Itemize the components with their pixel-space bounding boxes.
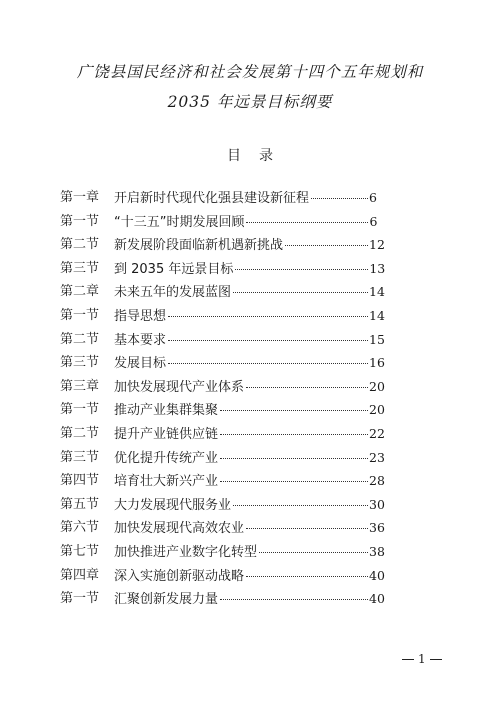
toc-dot-leader — [311, 197, 368, 199]
toc-dot-leader — [259, 551, 368, 553]
toc-entry[interactable] — [0, 210, 500, 234]
toc-entry-title: 新发展阶段面临新机遇新挑战 — [114, 238, 284, 254]
toc-entry-title: 大力发展现代服务业 — [114, 497, 232, 513]
toc-entry-title: 发展目标 — [114, 356, 167, 372]
toc-entry-line — [114, 375, 385, 400]
toc-heading: 目录 — [227, 148, 291, 164]
toc-entry[interactable] — [0, 422, 500, 446]
toc-entry-label: 第四节 — [60, 473, 100, 489]
toc-entry[interactable] — [0, 587, 500, 611]
toc-entry-page-number: 22 — [369, 425, 385, 441]
toc-entry-title: 基本要求 — [114, 332, 167, 348]
toc-entry[interactable] — [0, 446, 500, 470]
toc-entry-label: 第七节 — [60, 543, 100, 559]
table-of-contents — [0, 186, 500, 611]
toc-entry-line — [114, 304, 385, 329]
toc-entry-label: 第五节 — [60, 496, 100, 512]
toc-entry-line — [114, 587, 385, 612]
toc-entry-line — [114, 469, 385, 494]
toc-entry-line — [114, 422, 385, 447]
toc-entry-label: 第三章 — [60, 378, 100, 394]
toc-dot-leader — [285, 244, 368, 246]
toc-dot-leader — [246, 575, 368, 577]
document-title-line-2: 2035 年远景目标纲要 — [167, 93, 333, 111]
toc-entry[interactable] — [0, 493, 500, 517]
toc-entry-title: 指导思想 — [114, 308, 167, 324]
toc-entry-line — [114, 540, 385, 565]
toc-entry-label: 第一节 — [60, 402, 100, 418]
toc-entry-title: 加快发展现代产业体系 — [114, 379, 245, 395]
toc-entry-line — [114, 280, 385, 305]
toc-entry-title: 到 2035 年远景目标 — [114, 261, 234, 277]
toc-entry-title: 优化提升传统产业 — [114, 450, 219, 466]
toc-entry-label: 第三节 — [60, 260, 100, 276]
toc-dot-leader — [246, 221, 368, 223]
toc-dot-leader — [220, 409, 368, 411]
toc-entry[interactable] — [0, 469, 500, 493]
page-number: 1 — [418, 652, 426, 666]
toc-entry-line — [114, 446, 385, 471]
toc-dot-leader — [220, 433, 368, 435]
toc-entry[interactable] — [0, 257, 500, 281]
toc-entry-title: 提升产业链供应链 — [114, 426, 219, 442]
toc-dot-leader — [233, 291, 368, 293]
toc-entry[interactable] — [0, 375, 500, 399]
toc-dot-leader — [233, 504, 368, 506]
toc-entry-label: 第六节 — [60, 520, 100, 536]
toc-dot-leader — [168, 315, 368, 317]
toc-entry-page-number: 14 — [369, 307, 385, 323]
page-footer — [398, 652, 446, 666]
toc-dot-leader — [220, 480, 368, 482]
toc-entry-label: 第二节 — [60, 425, 100, 441]
footer-dash-right — [430, 659, 442, 660]
toc-entry-line — [114, 493, 385, 518]
toc-dot-leader — [220, 598, 368, 600]
toc-entry-page-number: 28 — [369, 473, 385, 489]
toc-entry-line — [114, 233, 385, 258]
toc-entry-line — [114, 186, 377, 211]
toc-entry-page-number: 12 — [369, 237, 385, 253]
toc-entry-title: 推动产业集群集聚 — [114, 403, 219, 419]
toc-entry-title: 加快推进产业数字化转型 — [114, 544, 258, 560]
toc-dot-leader — [246, 386, 368, 388]
toc-entry-page-number: 6 — [369, 190, 377, 205]
toc-entry-page-number: 36 — [369, 520, 385, 536]
toc-entry-title: 汇聚创新发展力量 — [114, 592, 219, 608]
toc-entry-title: “十三五”时期发展回顾 — [114, 214, 245, 230]
toc-entry-page-number: 23 — [369, 449, 385, 465]
toc-entry-title: 深入实施创新驱动战略 — [114, 568, 245, 584]
toc-entry[interactable] — [0, 233, 500, 257]
toc-entry-label: 第一节 — [60, 591, 100, 607]
toc-entry-page-number: 38 — [369, 543, 385, 559]
toc-entry-page-number: 14 — [369, 284, 385, 300]
toc-entry-title: 培育壮大新兴产业 — [114, 474, 219, 490]
footer-dash-left — [402, 659, 414, 660]
toc-entry-label: 第一节 — [60, 307, 100, 323]
toc-dot-leader — [220, 457, 368, 459]
toc-entry-page-number: 40 — [369, 567, 385, 583]
toc-entry-line — [114, 398, 385, 423]
document-title-line-1: 广饶县国民经济和社会发展第十四个五年规划和 — [76, 63, 424, 81]
toc-entry[interactable] — [0, 304, 500, 328]
toc-entry[interactable] — [0, 398, 500, 422]
toc-entry-label: 第二章 — [60, 284, 100, 300]
toc-entry-label: 第三节 — [60, 355, 100, 371]
toc-entry[interactable] — [0, 516, 500, 540]
toc-entry-line — [114, 210, 377, 235]
toc-entry-line — [114, 328, 385, 353]
toc-entry-page-number: 20 — [369, 378, 385, 394]
toc-entry-line — [114, 351, 385, 376]
toc-entry-page-number: 15 — [369, 331, 385, 347]
toc-dot-leader — [246, 527, 368, 529]
toc-entry-page-number: 16 — [369, 355, 385, 371]
toc-entry-page-number: 20 — [369, 402, 385, 418]
toc-entry[interactable] — [0, 280, 500, 304]
toc-entry-label: 第二节 — [60, 331, 100, 347]
toc-entry-title: 开启新时代现代化强县建设新征程 — [114, 191, 310, 206]
toc-entry-title: 加快发展现代高效农业 — [114, 521, 245, 537]
toc-dot-leader — [235, 268, 368, 270]
toc-entry-page-number: 6 — [369, 213, 378, 229]
toc-entry-label: 第三节 — [60, 449, 100, 465]
toc-entry[interactable] — [0, 351, 500, 375]
toc-entry-label: 第一章 — [60, 190, 100, 205]
toc-entry-label: 第四章 — [60, 567, 100, 583]
toc-entry[interactable] — [0, 186, 500, 210]
toc-entry-page-number: 13 — [369, 260, 386, 276]
toc-entry-title: 未来五年的发展蓝图 — [114, 285, 232, 301]
toc-entry-line — [114, 516, 385, 541]
toc-entry-page-number: 30 — [369, 496, 385, 512]
toc-dot-leader — [168, 339, 368, 341]
toc-entry[interactable] — [0, 328, 500, 352]
toc-entry-label: 第一节 — [60, 213, 100, 229]
toc-entry[interactable] — [0, 564, 500, 588]
toc-entry-line — [114, 257, 385, 282]
toc-dot-leader — [168, 362, 368, 364]
toc-entry[interactable] — [0, 540, 500, 564]
toc-entry-page-number: 40 — [369, 591, 385, 607]
toc-entry-label: 第二节 — [60, 237, 100, 253]
toc-entry-line — [114, 564, 385, 589]
